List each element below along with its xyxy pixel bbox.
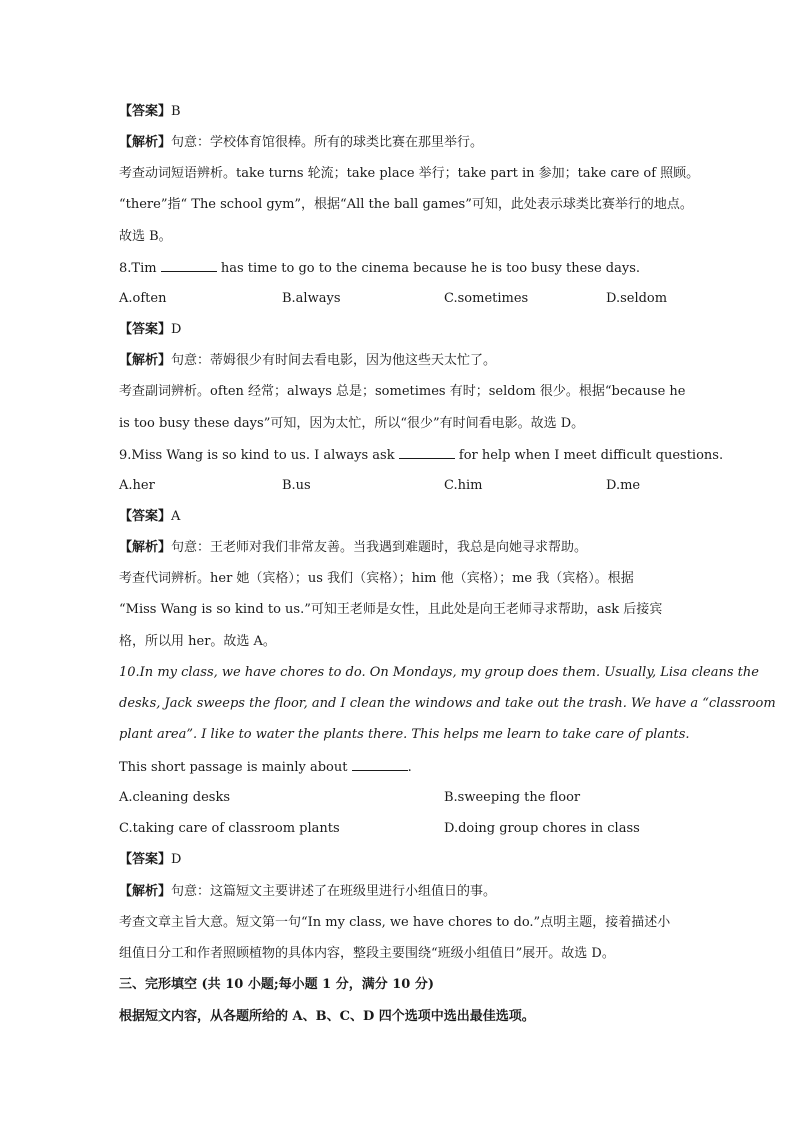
explanation-line: 格，所以用 her。故选 A。 <box>119 634 276 649</box>
answer-line <box>119 103 181 121</box>
analysis-line: 【解析】句意：蒂姆很少有时间去看电影，因为他这些天太忙了。 <box>119 353 497 368</box>
answer-value: B <box>171 104 181 119</box>
question-8-stem: 8.Tim has time to go to the cinema because he is too busy these days. <box>119 261 641 276</box>
option-c: C.him <box>444 478 483 493</box>
answer-blank <box>161 259 217 272</box>
explanation-line: 组值日分工和作者照顾植物的具体内容，整段主要围绕“班级小组值日”展开。故选 D。 <box>119 946 615 961</box>
option-c: C.taking care of classroom plants <box>119 821 340 836</box>
passage-line: 10.In my class, we have chores to do. On Mondays, my group does them. Usually, Lisa cleans the <box>119 665 759 680</box>
answer-line: 【答案】A <box>119 509 181 524</box>
question-9-stem: 9.Miss Wang is so kind to us. I always ask for help when I meet difficult questions. <box>119 448 724 463</box>
explanation-line: “there”指“ The school gym”，根据“All the ball games”可知，此处表示球类比赛举行的地点。 <box>119 197 693 212</box>
explanation-line: 考查副词辨析。often 经常；always 总是；sometimes 有时；seldom 很少。根据“because he <box>119 384 686 399</box>
section-instruction: 根据短文内容，从各题所给的 A、B、C、D 四个选项中选出最佳选项。 <box>119 1009 535 1024</box>
explanation-line: “Miss Wang is so kind to us.”可知王老师是女性，且此处是向王老师寻求帮助，ask 后接宾 <box>119 602 663 617</box>
analysis-line: 【解析】句意：王老师对我们非常友善。当我遇到难题时，我总是向她寻求帮助。 <box>119 540 588 555</box>
section-title: 三、完形填空 (共 10 小题;每小题 1 分，满分 10 分) <box>119 977 435 992</box>
passage-line: desks, Jack sweeps the floor, and I clean the windows and take out the trash. We have a “classroom <box>119 696 776 711</box>
option-d: D.me <box>606 478 641 493</box>
answer-tag: 【答案】 <box>119 104 172 119</box>
option-a: A.often <box>119 291 167 306</box>
analysis-tag: 【解析】 <box>119 135 172 150</box>
option-b: B.always <box>282 291 341 306</box>
analysis-text: 句意：学校体育馆很棒。所有的球类比赛在那里举行。 <box>171 135 484 150</box>
answer-blank <box>352 758 408 771</box>
analysis-line <box>119 134 483 152</box>
conclusion-line: 故选 B。 <box>119 229 172 244</box>
answer-blank <box>399 446 455 459</box>
explanation-line: 考查动词短语辨析。take turns 轮流；take place 举行；take part in 参加；take care of 照顾。 <box>119 166 700 181</box>
explanation-line: 考查文章主旨大意。短文第一句“In my class, we have chores to do.”点明主题，接着描述小 <box>119 915 671 930</box>
answer-line: 【答案】D <box>119 852 182 867</box>
option-a: A.her <box>119 478 155 493</box>
explanation-line: 考查代词辨析。her 她（宾格）；us 我们（宾格）；him 他（宾格）；me 我（宾格）。根据 <box>119 571 634 586</box>
analysis-line: 【解析】句意：这篇短文主要讲述了在班级里进行小组值日的事。 <box>119 884 497 899</box>
option-d: D.doing group chores in class <box>444 821 640 836</box>
option-b: B.sweeping the floor <box>444 790 581 805</box>
passage-line: plant area”. I like to water the plants there. This helps me learn to take care of plants. <box>119 727 690 742</box>
option-a: A.cleaning desks <box>119 790 230 805</box>
question-10-stem: This short passage is mainly about . <box>119 760 412 775</box>
answer-line: 【答案】D <box>119 322 182 337</box>
option-b: B.us <box>282 478 311 493</box>
option-c: C.sometimes <box>444 291 529 306</box>
option-d: D.seldom <box>606 291 668 306</box>
explanation-line: is too busy these days”可知，因为太忙，所以“很少”有时间看电影。故选 D。 <box>119 416 585 431</box>
